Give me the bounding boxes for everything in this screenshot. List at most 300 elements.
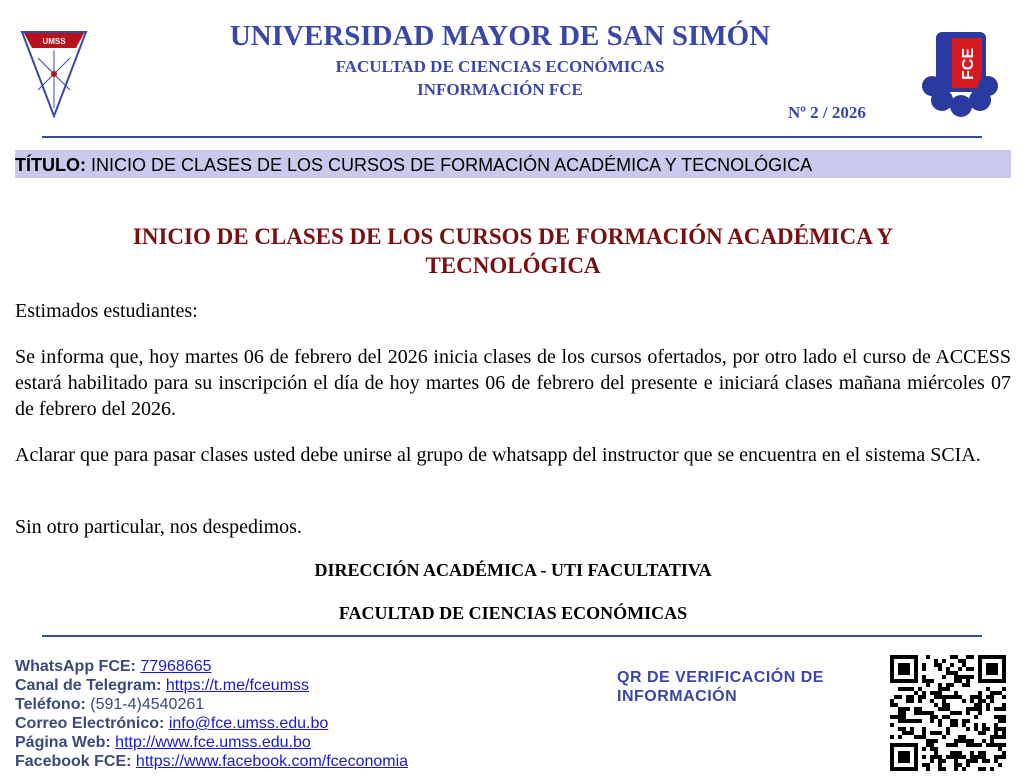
qr-module [978, 671, 982, 675]
qr-module [962, 699, 966, 703]
qr-module [910, 743, 914, 747]
qr-module [954, 719, 958, 723]
qr-module [926, 767, 930, 771]
qr-module [906, 767, 910, 771]
qr-module [890, 675, 894, 679]
qr-module [946, 671, 950, 675]
qr-module [914, 747, 918, 751]
qr-module [950, 683, 954, 687]
qr-module [962, 735, 966, 739]
qr-module [890, 715, 894, 719]
qr-module [1002, 735, 1006, 739]
qr-module [994, 755, 998, 759]
qr-module [958, 751, 962, 755]
qr-module [954, 751, 958, 755]
paragraph-whatsapp: Aclarar que para pasar clases usted debe unirse al grupo de whatsapp del instructor que se encuentra en el sistema SCIA. [15, 444, 981, 466]
qr-module [898, 687, 902, 691]
qr-module [898, 707, 902, 711]
qr-module [1002, 703, 1006, 707]
qr-module [974, 759, 978, 763]
qr-module [938, 763, 942, 767]
qr-module [946, 727, 950, 731]
qr-module [950, 711, 954, 715]
qr-module [1002, 727, 1006, 731]
qr-module [938, 719, 942, 723]
qr-module [946, 683, 950, 687]
qr-module [990, 679, 994, 683]
qr-module [994, 735, 998, 739]
qr-module [914, 711, 918, 715]
qr-module [890, 755, 894, 759]
qr-module [934, 751, 938, 755]
qr-module [978, 663, 982, 667]
qr-module [926, 743, 930, 747]
qr-module [986, 759, 990, 763]
qr-module [926, 711, 930, 715]
qr-module [970, 739, 974, 743]
qr-module [938, 755, 942, 759]
qr-module [994, 671, 998, 675]
qr-module [974, 715, 978, 719]
qr-module [954, 739, 958, 743]
qr-module [978, 711, 982, 715]
qr-module [898, 735, 902, 739]
qr-module [982, 679, 986, 683]
qr-module [930, 731, 934, 735]
facebook-link[interactable]: https://www.facebook.com/fceconomia [135, 753, 409, 770]
qr-module [894, 679, 898, 683]
contact-facebook: Facebook FCE: https://www.facebook.com/fceconomia [15, 753, 409, 770]
qr-module [914, 707, 918, 711]
qr-module [922, 667, 926, 671]
qr-module [994, 663, 998, 667]
qr-module [946, 703, 950, 707]
qr-module [938, 767, 942, 771]
qr-module [906, 731, 910, 735]
qr-module [902, 679, 906, 683]
qr-module [1002, 655, 1006, 659]
header-divider [42, 136, 982, 138]
qr-module [922, 747, 926, 751]
qr-module [906, 679, 910, 683]
qr-module [922, 695, 926, 699]
contact-telegram: Canal de Telegram: https://t.me/fceumss [15, 677, 310, 694]
qr-module [1002, 715, 1006, 719]
qr-module [898, 743, 902, 747]
qr-module [986, 743, 990, 747]
qr-module [1002, 695, 1006, 699]
qr-module [890, 763, 894, 767]
qr-module [922, 679, 926, 683]
qr-module [982, 727, 986, 731]
qr-module [966, 739, 970, 743]
qr-module [922, 727, 926, 731]
qr-module [982, 731, 986, 735]
qr-module [898, 655, 902, 659]
qr-module [970, 667, 974, 671]
qr-module [978, 751, 982, 755]
qr-module [990, 691, 994, 695]
qr-module [914, 663, 918, 667]
qr-module [902, 767, 906, 771]
qr-module [966, 763, 970, 767]
qr-module [910, 719, 914, 723]
qr-module [970, 743, 974, 747]
qr-module [898, 671, 902, 675]
qr-module [982, 655, 986, 659]
qr-module [958, 711, 962, 715]
qr-module [1002, 687, 1006, 691]
title-bar [15, 150, 1011, 178]
qr-module [914, 735, 918, 739]
qr-module [890, 671, 894, 675]
qr-module [898, 759, 902, 763]
signature-faculty: FACULTAD DE CIENCIAS ECONÓMICAS [338, 603, 688, 623]
qr-module [910, 695, 914, 699]
qr-module [990, 735, 994, 739]
qr-module [978, 667, 982, 671]
qr-module [942, 707, 946, 711]
qr-module [890, 747, 894, 751]
qr-module [906, 699, 910, 703]
qr-module [906, 667, 910, 671]
qr-module [938, 667, 942, 671]
contact-email: Correo Electrónico: info@fce.umss.edu.bo [15, 715, 329, 732]
qr-module [998, 719, 1002, 723]
qr-module [914, 755, 918, 759]
qr-module [986, 707, 990, 711]
qr-module [950, 719, 954, 723]
qr-module [942, 767, 946, 771]
phone-value: (591-4)4540261 [90, 696, 205, 713]
university-name: UNIVERSIDAD MAYOR DE SAN SIMÓN [229, 20, 771, 52]
contact-whatsapp: WhatsApp FCE: 77968665 [15, 658, 212, 675]
qr-module [902, 755, 906, 759]
qr-module [894, 655, 898, 659]
qr-module [962, 719, 966, 723]
qr-module [890, 735, 894, 739]
qr-module [978, 691, 982, 695]
qr-module [898, 727, 902, 731]
qr-module [930, 743, 934, 747]
qr-module [890, 751, 894, 755]
qr-module [1002, 731, 1006, 735]
qr-module [942, 759, 946, 763]
qr-module [990, 743, 994, 747]
qr-module [978, 679, 982, 683]
qr-module [994, 691, 998, 695]
qr-module [990, 655, 994, 659]
info-label: INFORMACIÓN FCE [417, 80, 583, 99]
qr-module [898, 767, 902, 771]
heading-line-2: TECNOLÓGICA [425, 253, 601, 278]
qr-module [926, 655, 930, 659]
qr-module [938, 723, 942, 727]
qr-module [914, 659, 918, 663]
qr-module [934, 703, 938, 707]
qr-module [994, 715, 998, 719]
qr-module [890, 679, 894, 683]
qr-module [946, 755, 950, 759]
qr-module [922, 691, 926, 695]
qr-module [978, 743, 982, 747]
qr-module [934, 739, 938, 743]
qr-module [1002, 679, 1006, 683]
qr-module [922, 735, 926, 739]
qr-module [1002, 671, 1006, 675]
qr-module [930, 739, 934, 743]
qr-label: QR DE VERIFICACIÓN DE INFORMACIÓN [617, 669, 824, 705]
qr-module [914, 679, 918, 683]
qr-module [918, 719, 922, 723]
qr-module [950, 663, 954, 667]
qr-module [910, 767, 914, 771]
qr-module [994, 759, 998, 763]
qr-module [938, 707, 942, 711]
qr-module [954, 743, 958, 747]
qr-module [902, 715, 906, 719]
qr-module [902, 711, 906, 715]
title-text: INICIO DE CLASES DE LOS CURSOS DE FORMACIÓN ACADÉMICA Y TECNOLÓGICA [85, 155, 813, 175]
qr-module [898, 711, 902, 715]
qr-code-icon[interactable] [890, 655, 1006, 771]
qr-module [946, 707, 950, 711]
qr-module [950, 755, 954, 759]
qr-module [978, 755, 982, 759]
qr-module [902, 759, 906, 763]
qr-module [994, 655, 998, 659]
qr-module [966, 719, 970, 723]
qr-module [930, 691, 934, 695]
qr-module [966, 743, 970, 747]
qr-module [970, 655, 974, 659]
qr-module [982, 739, 986, 743]
whatsapp-link[interactable]: 77968665 [140, 658, 212, 675]
qr-module [902, 663, 906, 667]
qr-module [938, 731, 942, 735]
qr-module [902, 687, 906, 691]
contact-web: Página Web: http://www.fce.umss.edu.bo [15, 734, 311, 751]
qr-module [990, 667, 994, 671]
qr-module [922, 763, 926, 767]
qr-module [986, 663, 990, 667]
qr-module [906, 707, 910, 711]
qr-module [994, 727, 998, 731]
qr-module [950, 695, 954, 699]
contact-info [15, 657, 408, 771]
qr-module [1002, 663, 1006, 667]
title-label: TÍTULO: [15, 155, 86, 175]
document-number: Nº 2 / 2026 [788, 103, 866, 122]
qr-module [898, 715, 902, 719]
qr-module [930, 715, 934, 719]
qr-module [986, 679, 990, 683]
telegram-link[interactable]: https://t.me/fceumss [165, 677, 310, 694]
qr-module [954, 691, 958, 695]
paragraph-announcement: Se informa que, hoy martes 06 de febrero del 2026 inicia clases de los cursos ofertados, por otro lado el curso de ACCESS estará habilitado para su inscripción el día de hoy martes 06 de febrero del presente e iniciará clases mañana miércoles 07 de febrero del 2026. [15, 346, 1011, 420]
qr-module [910, 699, 914, 703]
qr-module [930, 711, 934, 715]
qr-module [986, 655, 990, 659]
qr-module [998, 655, 1002, 659]
qr-module [958, 659, 962, 663]
qr-module [958, 739, 962, 743]
signature-department: DIRECCIÓN ACADÉMICA - UTI FACULTATIVA [314, 560, 712, 580]
qr-module [978, 659, 982, 663]
qr-module [890, 659, 894, 663]
qr-module [914, 767, 918, 771]
qr-module [942, 703, 946, 707]
qr-module [918, 687, 922, 691]
qr-module [930, 759, 934, 763]
qr-module [958, 735, 962, 739]
qr-module [982, 751, 986, 755]
qr-module [934, 691, 938, 695]
qr-module [970, 675, 974, 679]
fce-logo-icon [918, 28, 1002, 118]
qr-module [986, 703, 990, 707]
qr-module [890, 667, 894, 671]
qr-module [942, 687, 946, 691]
qr-module [890, 767, 894, 771]
qr-module [966, 707, 970, 711]
qr-module [902, 655, 906, 659]
qr-module [962, 675, 966, 679]
qr-module [990, 663, 994, 667]
qr-module [906, 655, 910, 659]
email-link[interactable]: info@fce.umss.edu.bo [168, 715, 329, 732]
qr-module [978, 695, 982, 699]
contact-phone: Teléfono: (591-4)4540261 [15, 696, 205, 713]
closing-line: Sin otro particular, nos despedimos. [15, 516, 302, 538]
qr-module [954, 711, 958, 715]
qr-module [954, 675, 958, 679]
qr-module [894, 703, 898, 707]
qr-module [914, 743, 918, 747]
qr-module [922, 755, 926, 759]
qr-module [906, 759, 910, 763]
qr-module [994, 707, 998, 711]
qr-module [938, 687, 942, 691]
qr-module [994, 679, 998, 683]
qr-module [1002, 743, 1006, 747]
qr-module [902, 707, 906, 711]
qr-module [962, 739, 966, 743]
qr-module [986, 671, 990, 675]
qr-module [942, 699, 946, 703]
qr-module [974, 707, 978, 711]
qr-module [906, 743, 910, 747]
qr-module [962, 683, 966, 687]
qr-module [954, 655, 958, 659]
qr-module [990, 695, 994, 699]
qr-module [946, 743, 950, 747]
qr-module [914, 691, 918, 695]
qr-module [958, 755, 962, 759]
qr-module [998, 679, 1002, 683]
qr-module [954, 671, 958, 675]
qr-module [890, 703, 894, 707]
qr-module [974, 743, 978, 747]
qr-module [934, 695, 938, 699]
qr-module [890, 759, 894, 763]
qr-module [962, 755, 966, 759]
qr-module [934, 731, 938, 735]
qr-module [938, 663, 942, 667]
qr-module [942, 675, 946, 679]
qr-module [898, 719, 902, 723]
qr-module [910, 731, 914, 735]
qr-module [930, 679, 934, 683]
qr-module [922, 663, 926, 667]
qr-module [1002, 751, 1006, 755]
qr-module [902, 731, 906, 735]
qr-module [910, 687, 914, 691]
qr-module [950, 723, 954, 727]
qr-module [938, 683, 942, 687]
qr-module [990, 671, 994, 675]
qr-module [966, 711, 970, 715]
qr-module [890, 663, 894, 667]
qr-module [978, 707, 982, 711]
footer-divider [42, 635, 982, 637]
qr-module [902, 751, 906, 755]
qr-module [994, 723, 998, 727]
qr-module [1002, 719, 1006, 723]
qr-module [922, 711, 926, 715]
qr-module [978, 731, 982, 735]
qr-module [962, 767, 966, 771]
qr-module [998, 755, 1002, 759]
qr-module [934, 747, 938, 751]
qr-module [946, 731, 950, 735]
qr-module [954, 679, 958, 683]
qr-module [914, 675, 918, 679]
qr-module [998, 691, 1002, 695]
qr-module [978, 699, 982, 703]
qr-module [902, 743, 906, 747]
qr-module [906, 671, 910, 675]
qr-module [998, 707, 1002, 711]
qr-module [918, 699, 922, 703]
document-header [0, 0, 1022, 140]
qr-module [998, 727, 1002, 731]
qr-module [994, 743, 998, 747]
qr-module [962, 659, 966, 663]
qr-module [974, 703, 978, 707]
qr-module [906, 663, 910, 667]
qr-module [894, 695, 898, 699]
qr-module [958, 763, 962, 767]
qr-module [946, 667, 950, 671]
qr-module [958, 667, 962, 671]
qr-module [998, 715, 1002, 719]
qr-module [906, 695, 910, 699]
qr-module [994, 667, 998, 671]
website-link[interactable]: http://www.fce.umss.edu.bo [115, 734, 311, 751]
qr-module [950, 743, 954, 747]
qr-module [914, 667, 918, 671]
qr-module [914, 751, 918, 755]
qr-module [898, 751, 902, 755]
qr-module [998, 743, 1002, 747]
qr-module [970, 759, 974, 763]
qr-module [998, 747, 1002, 751]
qr-module [998, 763, 1002, 767]
qr-module [922, 731, 926, 735]
qr-module [898, 667, 902, 671]
qr-module [910, 655, 914, 659]
